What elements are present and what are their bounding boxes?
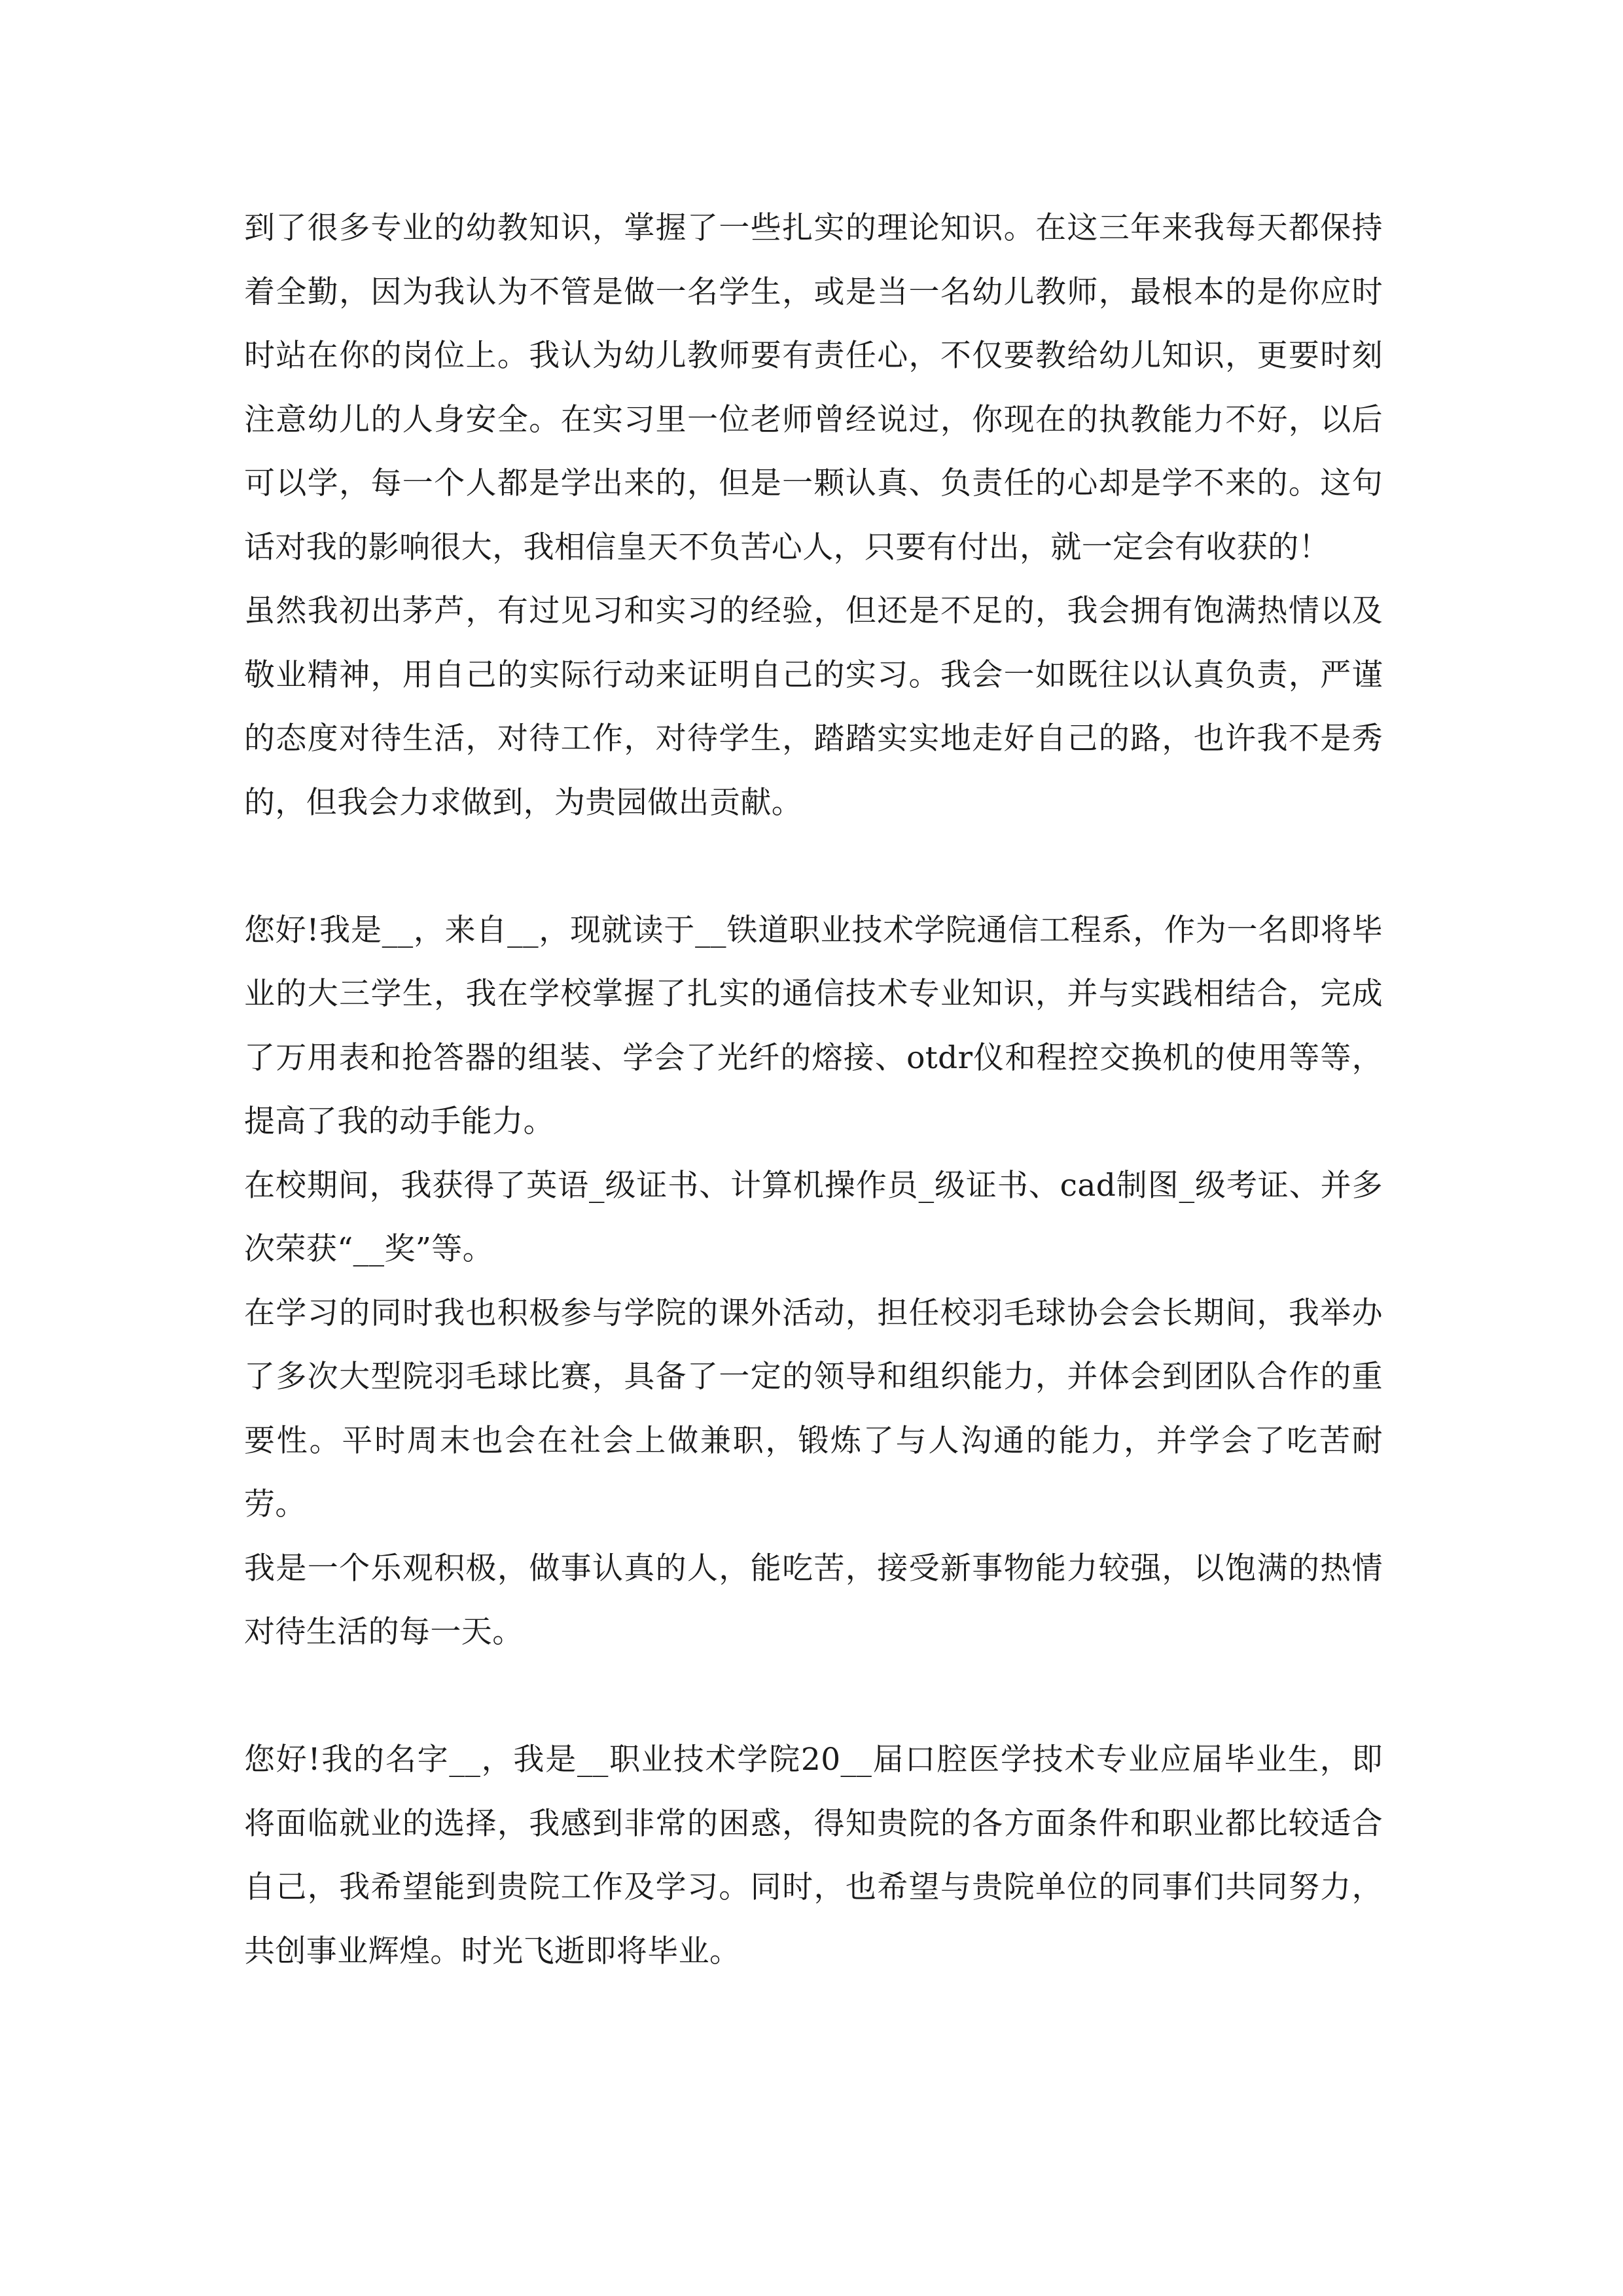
paragraph: 在校期间，我获得了英语_级证书、计算机操作员_级证书、cad制图_级考证、并多次荣获“__奖”等。 <box>244 1167 1383 1267</box>
paragraph: 我是一个乐观积极，做事认真的人，能吃苦，接受新事物能力较强，以饱满的热情对待生活的每一天。 <box>244 1550 1383 1650</box>
section-internship <box>244 196 1383 834</box>
section-dental-application <box>244 1728 1383 1983</box>
paragraph: 您好!我是__，来自__，现就读于__铁道职业技术学院通信工程系，作为一名即将毕业的大三学生，我在学校掌握了扎实的通信技术专业知识，并与实践相结合，完成了万用表和抢答器的组装、学会了光纤的熔接、otdr仪和程控交换机的使用等等，提高了我的动手能力。 <box>244 912 1383 1139</box>
paragraph: 在学习的同时我也积极参与学院的课外活动，担任校羽毛球协会会长期间，我举办了多次大型院羽毛球比赛，具备了一定的领导和组织能力，并体会到团队合作的重要性。平时周末也会在社会上做兼职，锻炼了与人沟通的能力，并学会了吃苦耐劳。 <box>244 1295 1383 1522</box>
paragraph: 您好!我的名字__，我是__职业技术学院20__届口腔医学技术专业应届毕业生，即将面临就业的选择，我感到非常的困惑，得知贵院的各方面条件和职业都比较适合自己，我希望能到贵院工作及学习。同时，也希望与贵院单位的同事们共同努力，共创事业辉煌。时光飞逝即将毕业。 <box>244 1742 1383 1969</box>
paragraph: 到了很多专业的幼教知识，掌握了一些扎实的理论知识。在这三年来我每天都保持着全勤，因为我认为不管是做一名学生，或是当一名幼儿教师，最根本的是你应时时站在你的岗位上。我认为幼儿教师要有责任心，不仅要教给幼儿知识，更要时刻注意幼儿的人身安全。在实习里一位老师曾经说过，你现在的执教能力不好，以后可以学，每一个人都是学出来的，但是一颗认真、负责任的心却是学不来的。这句话对我的影响很大，我相信皇天不负苦心人，只要有付出，就一定会有收获的！ <box>244 210 1383 565</box>
section-divider <box>244 834 1383 899</box>
section-divider <box>244 1664 1383 1729</box>
section-telecom-application <box>244 899 1383 1664</box>
paragraph: 虽然我初出茅芦，有过见习和实习的经验，但还是不足的，我会拥有饱满热情以及敬业精神，用自己的实际行动来证明自己的实习。我会一如既往以认真负责，严谨的态度对待生活，对待工作，对待学生，踏踏实实地走好自己的路，也许我不是秀的，但我会力求做到，为贵园做出贡献。 <box>244 593 1383 821</box>
document-body <box>244 196 1383 1983</box>
